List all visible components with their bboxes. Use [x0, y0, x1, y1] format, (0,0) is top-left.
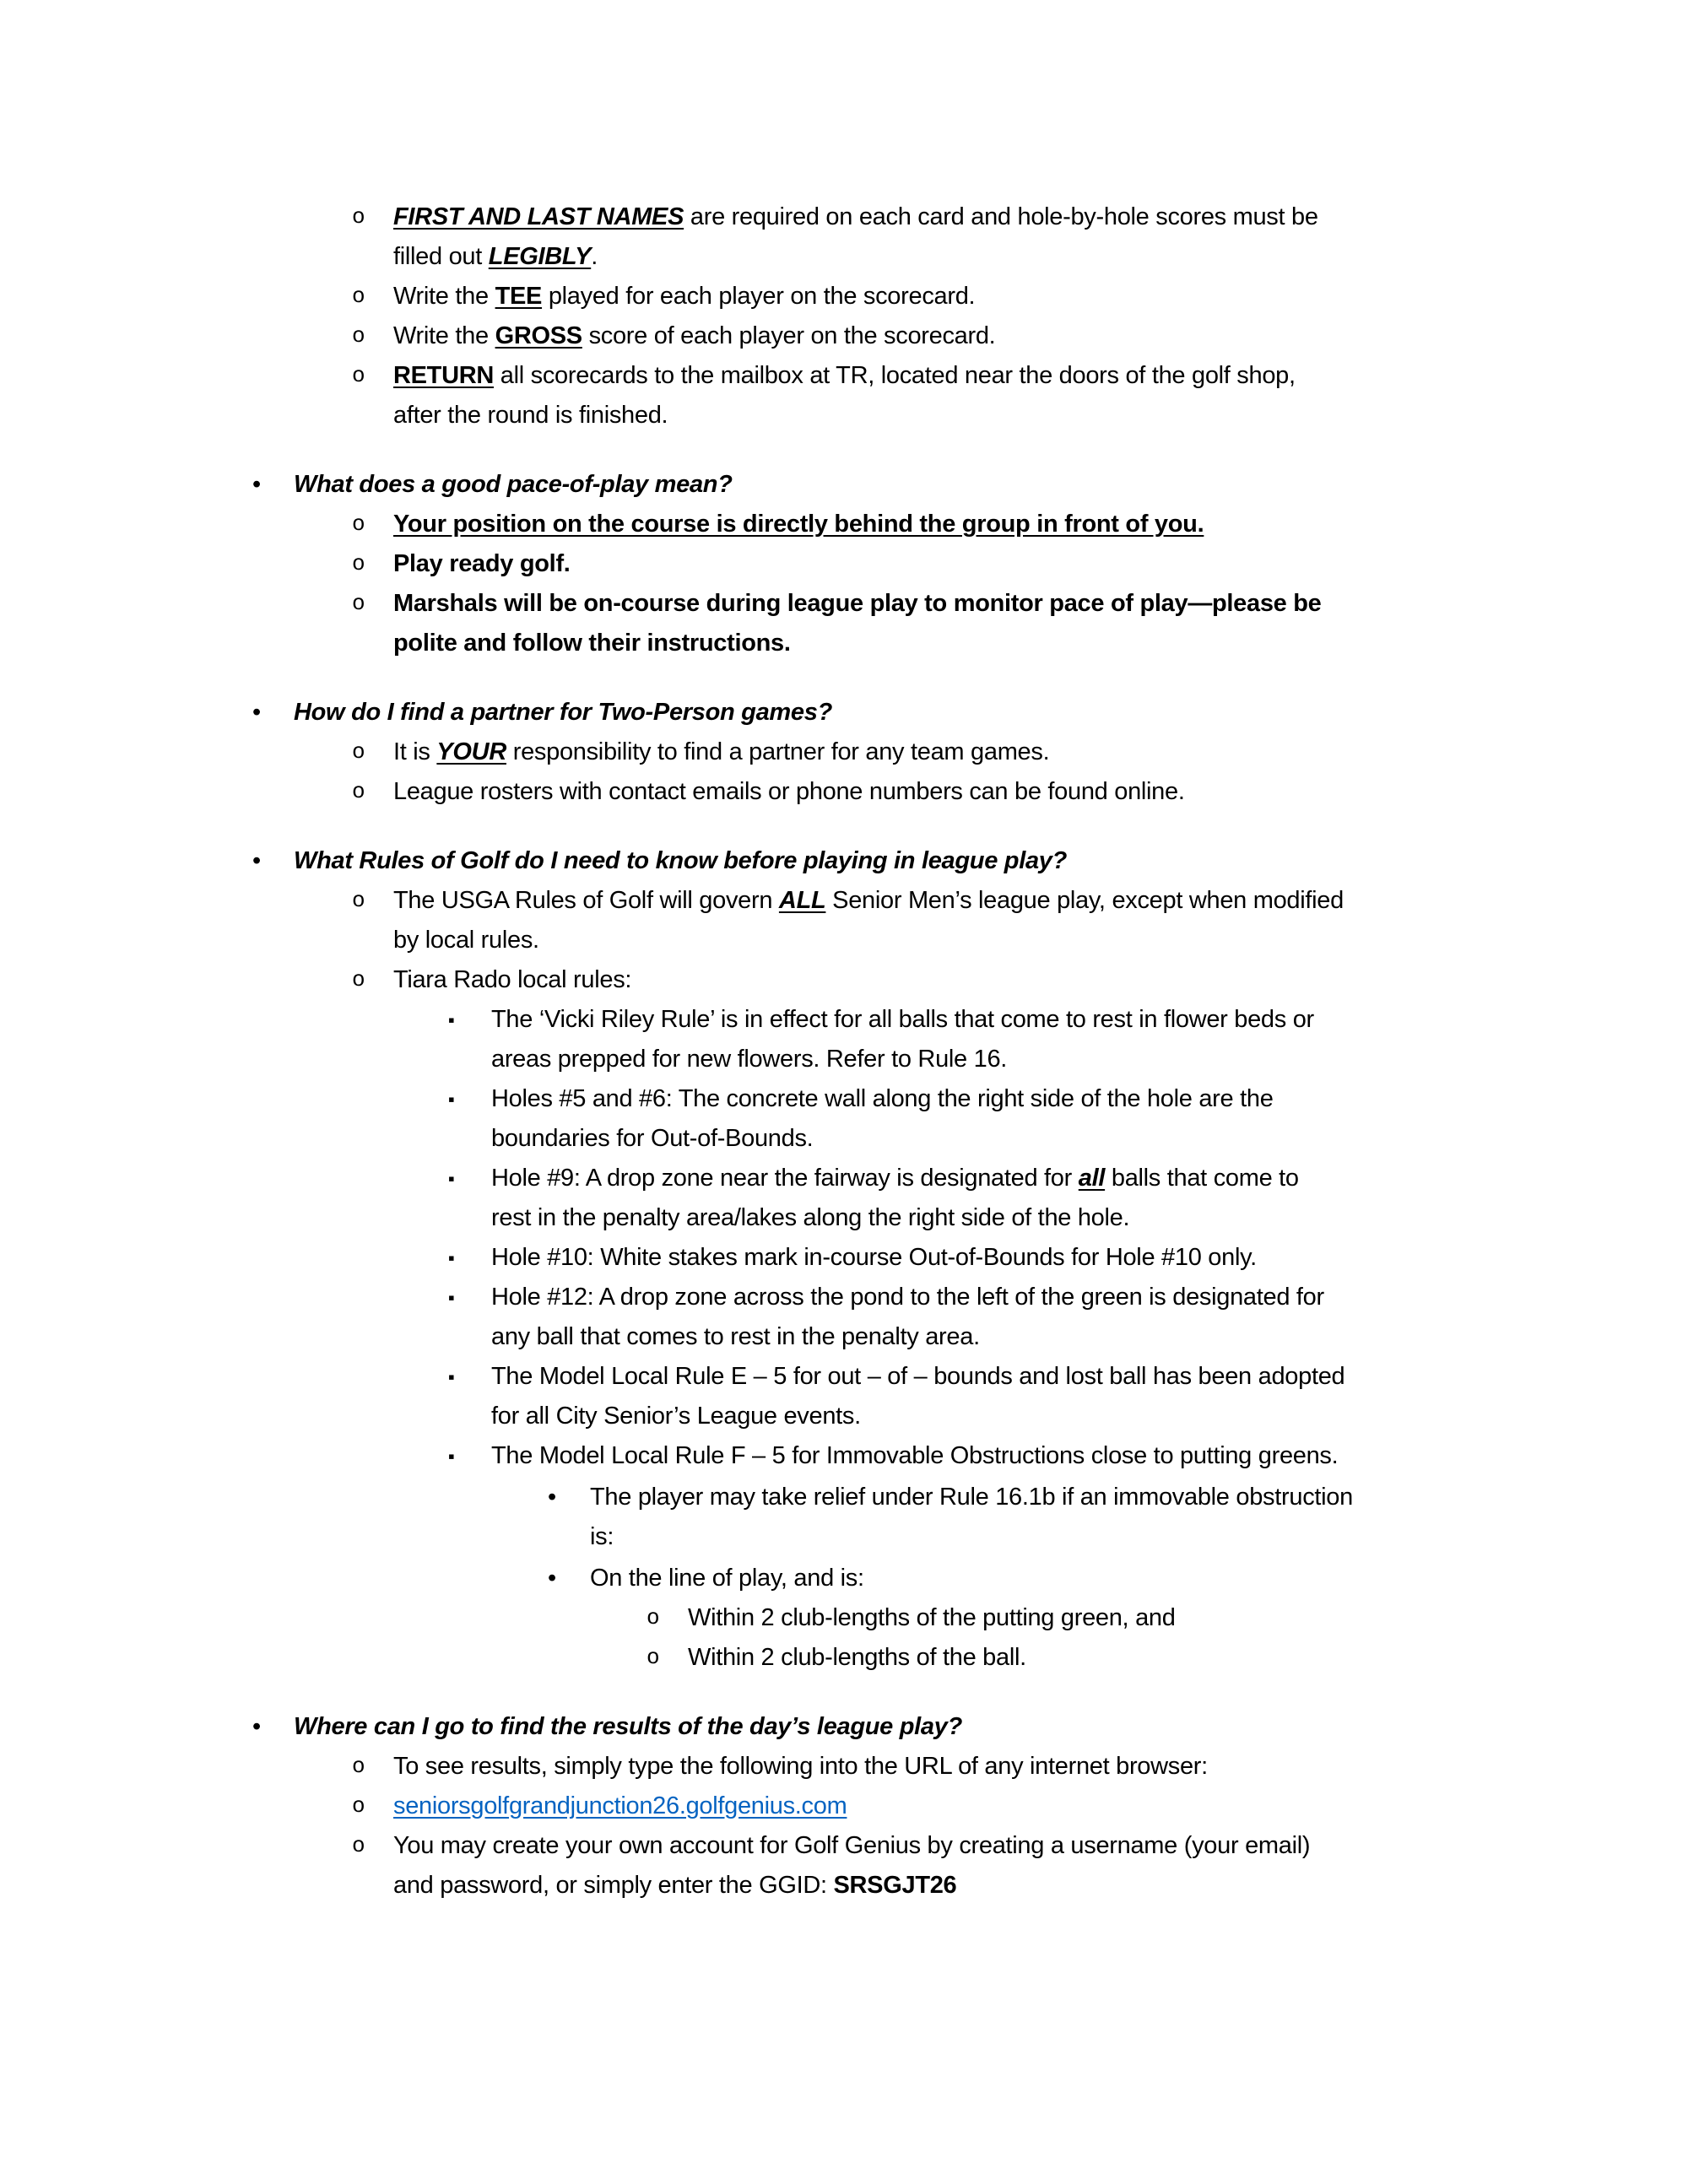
bullet-circle-icon: o: [352, 1793, 365, 1819]
text-segment: Tiara Rado local rules:: [393, 966, 632, 993]
bullet-circle-icon: o: [352, 1754, 365, 1779]
text-line: [688, 1598, 1688, 1638]
text-segment: by local rules.: [393, 927, 539, 954]
list-item: [0, 1559, 1688, 1598]
emphasized-text: RETURN: [393, 362, 495, 389]
text-segment: Holes #5 and #6: The concrete wall along the right side of the hole are the: [491, 1085, 1274, 1112]
list-item: [0, 1478, 1688, 1557]
text-line: [393, 197, 1688, 237]
text-segment: Write the: [393, 283, 495, 310]
text-segment: balls that come to: [1105, 1165, 1299, 1192]
text-segment: The Model Local Rule F – 5 for Immovable Obstructions close to putting greens.: [491, 1442, 1339, 1469]
bullet-circle-icon: o: [647, 1605, 660, 1630]
text-line: [393, 1866, 1688, 1906]
text-segment: Hole #9: A drop zone near the fairway is designated for: [491, 1165, 1079, 1192]
text-segment: It is: [393, 738, 437, 765]
list-item: [0, 505, 1688, 544]
text-line: [590, 1559, 1688, 1598]
bullet-circle-icon: o: [352, 739, 365, 765]
text-line: [393, 544, 1688, 584]
list-item: [0, 1747, 1688, 1787]
list-item: [0, 1000, 1688, 1079]
bullet-circle-icon: o: [647, 1645, 660, 1670]
text-line: [393, 396, 1688, 435]
list-item: [0, 1278, 1688, 1357]
faq-section: [0, 197, 1688, 435]
text-line: [491, 1357, 1688, 1397]
question-item: [0, 465, 1688, 505]
bullet-circle-icon: o: [352, 284, 365, 309]
bullet-circle-icon: o: [352, 511, 365, 537]
text-line: [393, 772, 1688, 812]
text-line: [393, 1826, 1688, 1866]
text-segment: The USGA Rules of Golf will govern: [393, 887, 779, 914]
list-item: [0, 1826, 1688, 1906]
text-segment: Hole #12: A drop zone across the pond to the left of the green is designated for: [491, 1284, 1324, 1311]
text-segment: Write the: [393, 322, 495, 349]
bullet-square-icon: ▪: [448, 1168, 455, 1189]
text-line: [491, 1436, 1688, 1476]
text-line: [393, 881, 1688, 921]
list-item: [0, 197, 1688, 277]
text-segment: boundaries for Out-of-Bounds.: [491, 1125, 814, 1152]
text-line: [491, 1397, 1688, 1436]
bullet-circle-icon: o: [352, 551, 365, 576]
text-segment: and password, or simply enter the GGID:: [393, 1872, 834, 1899]
text-line: [491, 1198, 1688, 1238]
list-item: [0, 1079, 1688, 1159]
text-line: [393, 277, 1688, 316]
text-segment: score of each player on the scorecard.: [582, 322, 996, 349]
text-segment: filled out: [393, 243, 489, 270]
bullet-circle-icon: o: [352, 323, 365, 349]
text-segment: for all City Senior’s League events.: [491, 1403, 861, 1430]
emphasized-text: polite and follow their instructions.: [393, 630, 791, 657]
text-line: [491, 1000, 1688, 1040]
text-line: [491, 1079, 1688, 1119]
faq-section: [0, 841, 1688, 1678]
list-item: [0, 960, 1688, 1000]
question-heading: What does a good pace-of-play mean?: [294, 471, 733, 498]
text-line: [393, 921, 1688, 960]
bullet-circle-icon: o: [352, 779, 365, 804]
emphasized-text: ALL: [778, 887, 826, 914]
text-line: [393, 960, 1688, 1000]
bullet-square-icon: ▪: [448, 1009, 455, 1030]
text-line: [393, 733, 1688, 772]
list-item: [0, 772, 1688, 812]
list-item: [0, 544, 1688, 584]
bullet-dot-icon: •: [548, 1484, 557, 1511]
text-segment: On the line of play, and is:: [590, 1565, 864, 1592]
emphasized-text: FIRST AND LAST NAMES: [393, 203, 684, 230]
text-line: [491, 1238, 1688, 1278]
question-item: [0, 841, 1688, 881]
bullet-square-icon: ▪: [448, 1089, 455, 1110]
text-line: [393, 1787, 1688, 1826]
faq-section: [0, 465, 1688, 663]
list-item: [0, 1598, 1688, 1638]
text-segment: Hole #10: White stakes mark in-course Out-of-Bounds for Hole #10 only.: [491, 1244, 1257, 1271]
text-line: [294, 841, 1688, 881]
bullet-circle-icon: o: [352, 967, 365, 992]
text-segment: played for each player on the scorecard.: [542, 283, 976, 310]
bullet-square-icon: ▪: [448, 1366, 455, 1387]
bullet-circle-icon: o: [352, 591, 365, 616]
text-segment: any ball that comes to rest in the penalty area.: [491, 1323, 980, 1350]
bullet-dot-icon: •: [252, 699, 262, 726]
text-line: [294, 1707, 1688, 1747]
text-line: [393, 237, 1688, 277]
text-segment: League rosters with contact emails or phone numbers can be found online.: [393, 778, 1185, 805]
text-segment: all scorecards to the mailbox at TR, located near the doors of the golf shop,: [494, 362, 1296, 389]
text-segment: The player may take relief under Rule 16.1b if an immovable obstruction: [590, 1484, 1353, 1511]
text-segment: .: [591, 243, 598, 270]
text-segment: is:: [590, 1523, 614, 1550]
question-heading: What Rules of Golf do I need to know before playing in league play?: [294, 847, 1068, 874]
bullet-dot-icon: •: [548, 1565, 557, 1592]
list-item: [0, 1357, 1688, 1436]
question-item: [0, 693, 1688, 733]
text-segment: are required on each card and hole-by-hole scores must be: [684, 203, 1318, 230]
text-segment: You may create your own account for Golf Genius by creating a username (your email): [393, 1832, 1311, 1859]
list-item: [0, 356, 1688, 435]
text-line: [393, 1747, 1688, 1787]
bullet-circle-icon: o: [352, 363, 365, 388]
text-line: [294, 693, 1688, 733]
text-line: [393, 624, 1688, 663]
text-segment: To see results, simply type the following into the URL of any internet browser:: [393, 1753, 1208, 1780]
bullet-square-icon: ▪: [448, 1446, 455, 1467]
question-item: [0, 1707, 1688, 1747]
text-line: [393, 316, 1688, 356]
list-item: [0, 316, 1688, 356]
bullet-dot-icon: •: [252, 847, 262, 874]
text-line: [393, 505, 1688, 544]
emphasized-text: Your position on the course is directly behind the group in front of you.: [393, 511, 1204, 538]
text-line: [294, 465, 1688, 505]
text-segment: The ‘Vicki Riley Rule’ is in effect for all balls that come to rest in flower beds or: [491, 1006, 1314, 1033]
text-line: [393, 356, 1688, 396]
text-line: [688, 1638, 1688, 1678]
bullet-circle-icon: o: [352, 1833, 365, 1858]
text-line: [491, 1040, 1688, 1079]
text-segment: after the round is finished.: [393, 402, 668, 429]
bullet-dot-icon: •: [252, 471, 262, 498]
list-item: [0, 881, 1688, 960]
emphasized-text: YOUR: [436, 738, 506, 765]
bullet-circle-icon: o: [352, 204, 365, 230]
text-line: [491, 1119, 1688, 1159]
text-line: [590, 1478, 1688, 1517]
text-segment: rest in the penalty area/lakes along the right side of the hole.: [491, 1204, 1130, 1231]
text-line: [491, 1159, 1688, 1198]
question-heading: How do I find a partner for Two-Person games?: [294, 699, 832, 726]
list-item: [0, 1436, 1688, 1476]
emphasized-text: LEGIBLY: [488, 243, 592, 270]
text-line: [393, 584, 1688, 624]
list-item: [0, 1787, 1688, 1826]
list-item: [0, 1638, 1688, 1678]
list-item: [0, 584, 1688, 663]
bullet-dot-icon: •: [252, 1713, 262, 1740]
emphasized-text: all: [1078, 1165, 1106, 1192]
list-item: [0, 733, 1688, 772]
text-segment: responsibility to find a partner for any team games.: [506, 738, 1050, 765]
list-item: [0, 1159, 1688, 1238]
text-line: [491, 1278, 1688, 1317]
text-segment: Within 2 club-lengths of the putting green, and: [688, 1604, 1176, 1631]
results-url-link[interactable]: seniorsgolfgrandjunction26.golfgenius.com: [393, 1792, 847, 1819]
faq-section: [0, 1707, 1688, 1906]
emphasized-text: TEE: [495, 283, 543, 310]
text-segment: Within 2 club-lengths of the ball.: [688, 1644, 1026, 1671]
text-line: [590, 1517, 1688, 1557]
faq-section: [0, 693, 1688, 812]
bullet-circle-icon: o: [352, 888, 365, 913]
emphasized-text: GROSS: [495, 322, 582, 349]
document-page: [0, 197, 1688, 1906]
bullet-square-icon: ▪: [448, 1247, 455, 1268]
list-item: [0, 1238, 1688, 1278]
text-line: [491, 1317, 1688, 1357]
emphasized-text: Marshals will be on-course during league play to monitor pace of play—please be: [393, 590, 1322, 617]
list-item: [0, 277, 1688, 316]
emphasized-text: Play ready golf.: [393, 550, 571, 577]
text-segment: The Model Local Rule E – 5 for out – of – bounds and lost ball has been adopted: [491, 1363, 1345, 1390]
question-heading: Where can I go to find the results of the day’s league play?: [294, 1713, 963, 1740]
emphasized-text: SRSGJT26: [833, 1872, 957, 1899]
bullet-square-icon: ▪: [448, 1287, 455, 1308]
text-segment: Senior Men’s league play, except when modified: [825, 887, 1344, 914]
text-segment: areas prepped for new flowers. Refer to Rule 16.: [491, 1046, 1008, 1073]
